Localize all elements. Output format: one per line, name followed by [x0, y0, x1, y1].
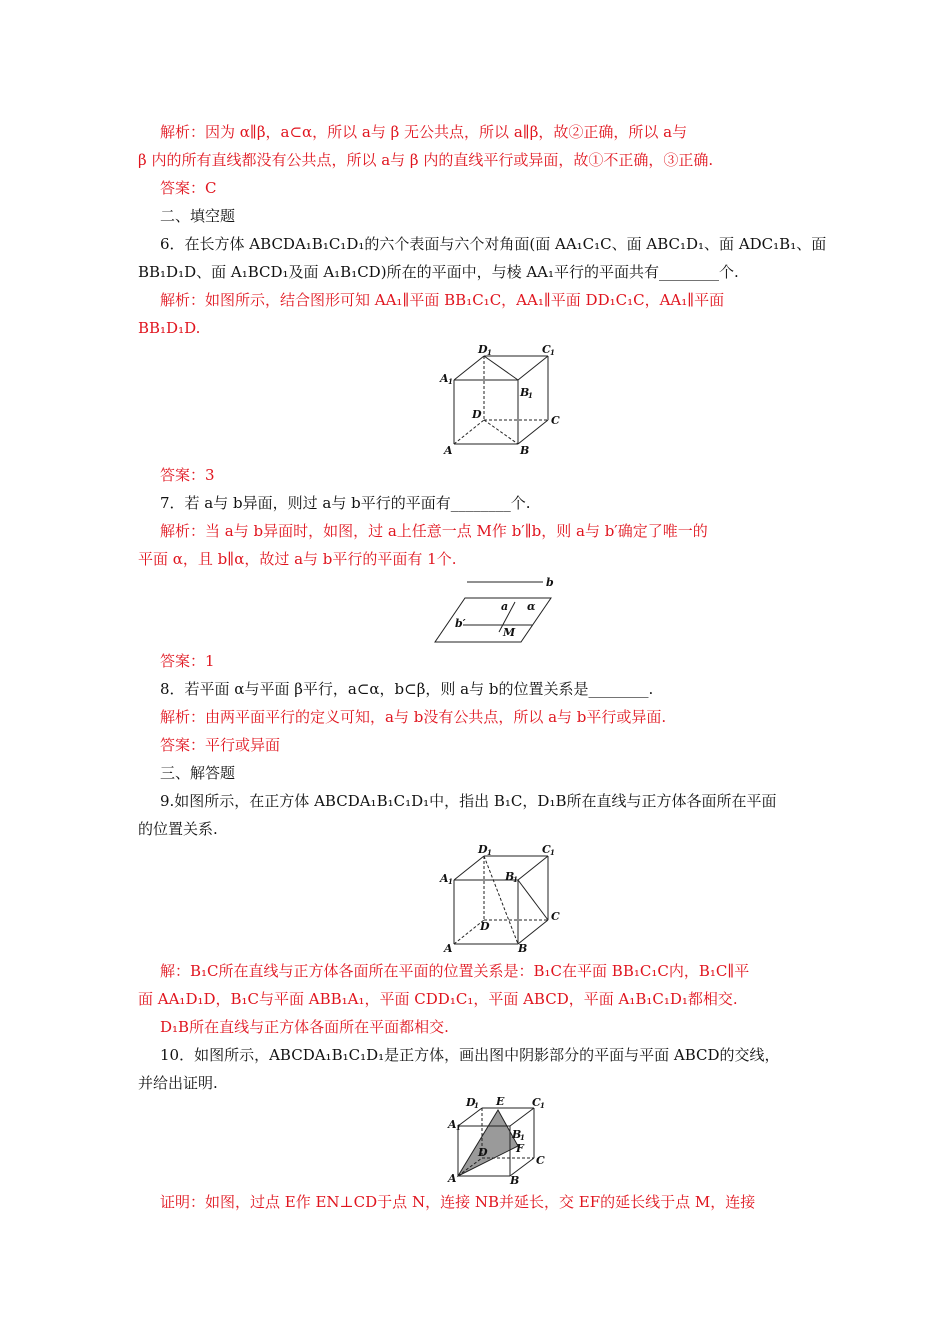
svg-text:A: A [444, 942, 453, 955]
svg-text:1: 1 [487, 348, 492, 357]
cube-figure-1 [430, 342, 570, 461]
solution-9-line-3: D₁B所在直线与正方体各面所在平面都相交. [160, 1018, 449, 1036]
analysis-8: 解析：由两平面平行的定义可知，a与 b没有公共点，所以 a与 b平行或异面. [160, 708, 667, 726]
answer-8: 答案：平行或异面 [160, 736, 281, 754]
svg-text:b: b [546, 576, 554, 589]
analysis-7-line-1: 解析：当 a与 b异面时，如图，过 a上任意一点 M作 b′∥b，则 a与 b′确定了唯一的 [160, 522, 708, 540]
question-10-line-1: 10．如图所示，ABCDA₁B₁C₁D₁是正方体，画出图中阴影部分的平面与平面 ABCD的交线， [160, 1046, 780, 1064]
question-10-line-2: 并给出证明. [138, 1074, 218, 1092]
svg-text:B: B [520, 386, 530, 399]
answer-7: 答案：1 [160, 652, 215, 670]
question-9-line-1: 9.如图所示，在正方体 ABCDA₁B₁C₁D₁中，指出 B₁C，D₁B所在直线与正方体各面所在平面 [160, 792, 777, 810]
svg-text:1: 1 [550, 848, 555, 857]
svg-text:D: D [466, 1096, 476, 1109]
analysis-6-line-2: BB₁D₁D. [138, 319, 201, 337]
svg-text:A: A [448, 1172, 457, 1185]
svg-text:1: 1 [487, 848, 492, 857]
proof-10-line-1: 证明：如图，过点 E作 EN⊥CD于点 N，连接 NB并延长，交 EF的延长线于点 M，连接 [160, 1193, 756, 1211]
svg-text:D: D [478, 343, 488, 356]
solution-9-line-1: 解：B₁C所在直线与正方体各面所在平面的位置关系是：B₁C在平面 BB₁C₁C内，B₁C∥平 [160, 962, 750, 980]
section-heading-solve: 三、解答题 [160, 764, 236, 782]
svg-text:B: B [518, 942, 528, 955]
svg-text:1: 1 [550, 348, 555, 357]
svg-text:1: 1 [448, 377, 453, 386]
question-6-line-1: 6．在长方体 ABCDA₁B₁C₁D₁的六个表面与六个对角面(面 AA₁C₁C、面 ABC₁D₁、面 ADC₁B₁、面 [160, 235, 827, 253]
svg-text:D: D [480, 920, 490, 933]
question-6-line-2: BB₁D₁D、面 A₁BCD₁及面 A₁B₁CD)所在的平面中，与棱 AA₁平行的平面共有________个. [138, 263, 739, 281]
text-line-3: 答案：C [160, 179, 217, 197]
svg-text:F: F [516, 1142, 524, 1155]
svg-text:M: M [503, 626, 516, 639]
question-8: 8．若平面 α与平面 β平行，a⊂α，b⊂β，则 a与 b的位置关系是________. [160, 680, 654, 698]
svg-text:B: B [505, 870, 515, 883]
svg-text:E: E [496, 1096, 505, 1108]
svg-text:B: B [512, 1128, 522, 1141]
svg-text:D: D [478, 843, 488, 856]
svg-text:C: C [536, 1154, 545, 1167]
cube-figure-2 [430, 842, 570, 961]
section-heading-fill: 二、填空题 [160, 207, 236, 225]
svg-text:D: D [472, 408, 482, 421]
svg-text:C: C [551, 414, 560, 427]
svg-text:b′: b′ [455, 617, 466, 630]
answer-6: 答案：3 [160, 466, 215, 484]
svg-text:1: 1 [448, 877, 453, 886]
svg-text:D: D [478, 1146, 488, 1159]
svg-text:A: A [440, 372, 449, 385]
question-9-line-2: 的位置关系. [138, 820, 218, 838]
skew-lines-figure [425, 572, 565, 651]
text-line-1: 解析：因为 α∥β，a⊂α，所以 a与 β 无公共点，所以 a∥β，故②正确，所以 a与 [160, 123, 688, 141]
svg-text:C: C [542, 843, 551, 856]
svg-text:C: C [532, 1096, 541, 1109]
cube-figure-3 [446, 1096, 556, 1190]
svg-text:1: 1 [528, 391, 533, 400]
svg-text:A: A [448, 1118, 457, 1131]
svg-text:1: 1 [520, 1133, 525, 1142]
svg-text:1: 1 [540, 1101, 545, 1110]
solution-9-line-2: 面 AA₁D₁D，B₁C与平面 ABB₁A₁，平面 CDD₁C₁，平面 ABCD，平面 A₁B₁C₁D₁都相交. [138, 990, 738, 1008]
svg-text:C: C [542, 343, 551, 356]
svg-text:C: C [551, 910, 560, 923]
svg-text:1: 1 [474, 1101, 479, 1110]
svg-text:A: A [440, 872, 449, 885]
svg-text:B: B [520, 444, 530, 457]
svg-text:1: 1 [456, 1123, 461, 1132]
analysis-7-line-2: 平面 α，且 b∥α，故过 a与 b平行的平面有 1个. [138, 550, 457, 568]
svg-text:B: B [510, 1174, 520, 1186]
svg-text:1: 1 [513, 875, 518, 884]
analysis-6-line-1: 解析：如图所示，结合图形可知 AA₁∥平面 BB₁C₁C，AA₁∥平面 DD₁C₁C，AA₁∥平面 [160, 291, 725, 309]
text-line-2: β 内的所有直线都没有公共点，所以 a与 β 内的直线平行或异面，故①不正确，③正确. [138, 151, 714, 169]
svg-text:α: α [527, 600, 536, 613]
svg-text:a: a [501, 600, 509, 613]
question-7: 7．若 a与 b异面，则过 a与 b平行的平面有________个. [160, 494, 531, 512]
svg-text:A: A [444, 444, 453, 457]
